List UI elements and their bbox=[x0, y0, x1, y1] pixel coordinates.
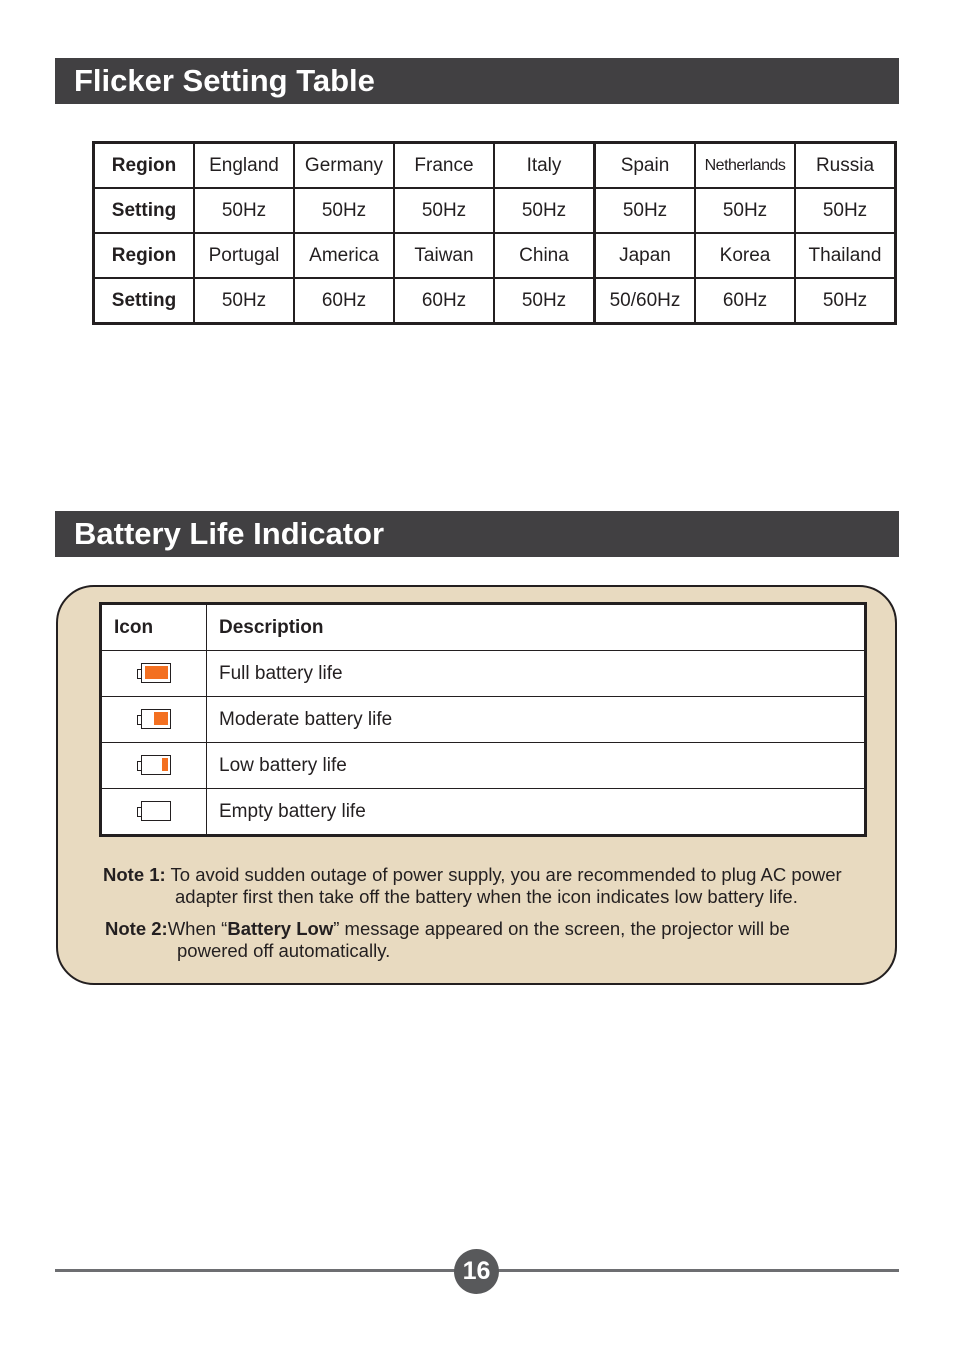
table-row bbox=[94, 188, 896, 233]
table-cell: 50Hz bbox=[494, 278, 595, 324]
row-header: Setting bbox=[94, 278, 195, 324]
battery-moderate-icon bbox=[137, 709, 171, 729]
table-cell: Taiwan bbox=[394, 233, 494, 278]
table-cell: 50Hz bbox=[394, 188, 494, 233]
description-cell: Empty battery life bbox=[207, 789, 866, 836]
table-cell: 60Hz bbox=[695, 278, 795, 324]
table-cell: England bbox=[194, 143, 294, 189]
icon-cell bbox=[101, 651, 207, 697]
table-cell: Italy bbox=[494, 143, 595, 189]
table-cell: 60Hz bbox=[394, 278, 494, 324]
row-header: Region bbox=[94, 233, 195, 278]
table-cell: 50Hz bbox=[595, 188, 696, 233]
description-column-header: Description bbox=[207, 604, 866, 651]
table-cell: 50Hz bbox=[795, 278, 896, 324]
battery-info-panel bbox=[56, 585, 897, 985]
table-cell: 50Hz bbox=[494, 188, 595, 233]
page-number: 16 bbox=[454, 1249, 499, 1294]
battery-full-icon bbox=[137, 663, 171, 683]
flicker-section-title: Flicker Setting Table bbox=[55, 58, 899, 104]
table-cell: 60Hz bbox=[294, 278, 394, 324]
table-row bbox=[94, 143, 896, 189]
table-cell: America bbox=[294, 233, 394, 278]
table-cell: Russia bbox=[795, 143, 896, 189]
flicker-setting-table bbox=[92, 141, 897, 325]
table-cell: France bbox=[394, 143, 494, 189]
icon-cell bbox=[101, 789, 207, 836]
icon-cell bbox=[101, 697, 207, 743]
row-header: Setting bbox=[94, 188, 195, 233]
note-2-label: Note 2: bbox=[105, 918, 168, 939]
battery-indicator-table bbox=[99, 602, 867, 837]
table-cell: Germany bbox=[294, 143, 394, 189]
battery-empty-icon bbox=[137, 801, 171, 821]
note-1-label: Note 1: bbox=[103, 864, 166, 885]
table-row bbox=[101, 743, 866, 789]
table-row bbox=[94, 278, 896, 324]
note-2 bbox=[103, 918, 883, 962]
table-cell: Portugal bbox=[194, 233, 294, 278]
description-cell: Moderate battery life bbox=[207, 697, 866, 743]
icon-cell bbox=[101, 743, 207, 789]
table-cell: Japan bbox=[595, 233, 696, 278]
note-2-text-continued: powered off automatically. bbox=[177, 940, 391, 961]
table-cell: Thailand bbox=[795, 233, 896, 278]
battery-low-icon bbox=[137, 755, 171, 775]
note-1-text-continued: adapter first then take off the battery when the icon indicates low battery life. bbox=[175, 886, 798, 907]
table-cell: Spain bbox=[595, 143, 696, 189]
description-cell: Full battery life bbox=[207, 651, 866, 697]
table-cell: 50Hz bbox=[294, 188, 394, 233]
note-2-text-pre: When “ bbox=[167, 918, 228, 939]
note-1-text: To avoid sudden outage of power supply, you are recommended to plug AC power bbox=[165, 864, 842, 885]
table-row bbox=[101, 789, 866, 836]
notes bbox=[103, 864, 883, 972]
table-cell: 50Hz bbox=[194, 188, 294, 233]
table-cell: Netherlands bbox=[695, 143, 795, 189]
note-1 bbox=[103, 864, 883, 908]
table-cell: Korea bbox=[695, 233, 795, 278]
note-2-text-post: ” message appeared on the screen, the projector will be bbox=[333, 918, 790, 939]
table-cell: 50Hz bbox=[795, 188, 896, 233]
table-row bbox=[101, 651, 866, 697]
icon-column-header: Icon bbox=[101, 604, 207, 651]
note-2-text-bold: Battery Low bbox=[227, 918, 334, 939]
row-header: Region bbox=[94, 143, 195, 189]
table-row bbox=[94, 233, 896, 278]
table-header-row bbox=[101, 604, 866, 651]
battery-section-title: Battery Life Indicator bbox=[55, 511, 899, 557]
table-cell: 50Hz bbox=[194, 278, 294, 324]
table-cell: 50/60Hz bbox=[595, 278, 696, 324]
table-cell: 50Hz bbox=[695, 188, 795, 233]
table-row bbox=[101, 697, 866, 743]
table-cell: China bbox=[494, 233, 595, 278]
description-cell: Low battery life bbox=[207, 743, 866, 789]
